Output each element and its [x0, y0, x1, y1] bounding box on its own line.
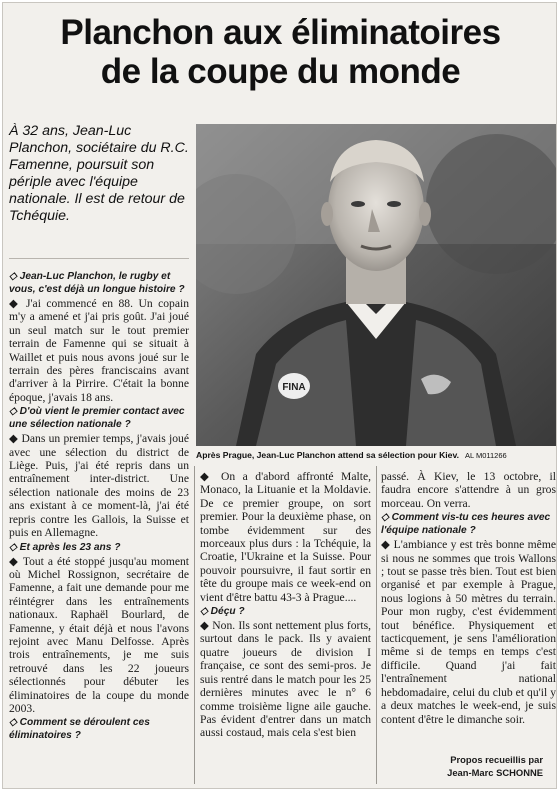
title-line-2: de la coupe du monde: [100, 52, 461, 91]
column-divider-2: [376, 466, 377, 784]
answer-6: ◆ L'ambiance y est très bonne même si nous ne sommes que trois Wallons ; tout se passe très bien. Tout est bien organisé et par exemple à Prague, nous logions à 50 mètres du terrain. Pour mon rugby, c'est évidemment tout bénéfice. Physiquement et tacticquement, je sens l'amélioration même si de temps en temps c'est difficile. Quand j'ai fait l'entraînement national hebdomadaire, celui du club et qu'il y a deux matches le week-end, je suis content d'être le dimanche soir.: [381, 538, 556, 726]
column-3: [381, 470, 556, 727]
answer-2: ◆ Dans un premier temps, j'avais joué avec une sélection du district de Liège. Puis, j'ai été repris dans un entraînement inter-district. Une sélection nationale des moins de 23 ans existant à ce moment-là, j'ai été repris contre les Gallois, la Suisse et puis en Allemagne.: [9, 432, 189, 540]
jersey-badge-text: FINA: [282, 382, 306, 393]
answer-5-continued: passé. À Kiev, le 13 octobre, il faudra encore s'attendre à un gros morceau. On verra.: [381, 470, 556, 510]
byline: [383, 754, 543, 779]
title-line-1: Planchon aux éliminatoires: [60, 13, 501, 52]
column-2: [200, 470, 371, 741]
answer-3: ◆ Tout a été stoppé jusqu'au moment où Michel Rossignon, secrétaire de Famenne, a fait une demande pour me réintégrer dans les entraînements nationaux. Raphaël Bourlard, de Famenne, y était déjà et nous l'avons rejoint avec Manu Delfosse. Après trois entraînements, je me suis retrouvé dans les 22 joueurs sélectionnés pour débuter les éliminatoires de la coupe du monde 2003.: [9, 554, 189, 715]
column-divider-1: [194, 466, 195, 784]
question-1: ◇ Jean-Luc Planchon, le rugby et vous, c'est déjà un longue histoire ?: [9, 271, 185, 295]
photo-caption: [196, 449, 556, 462]
player-photo: [196, 124, 556, 446]
intro-rule: [9, 258, 189, 259]
byline-label: Propos recueillis par: [450, 754, 543, 765]
answer-4: ◆ On a d'abord affronté Malte, Monaco, la Lituanie et la Moldavie. De ce premier groupe, on sort premier. Pour la deuxième phase, on tombe évidemment sur des morceaux plus durs : la Tchéquie, la Croatie, l'Ukraine et la Suisse. Pour pouvoir poursuivre, il faut sortir en tête du groupe mais ce week-end on vient d'être battu 43-3 à Prague....: [200, 470, 371, 604]
question-4: ◇ Comment se déroulent ces éliminatoires ?: [9, 717, 150, 742]
question-2: ◇ D'où vient le premier contact avec une sélection nationale ?: [9, 406, 185, 431]
caption-text: Après Prague, Jean-Luc Planchon attend sa sélection pour Kiev.: [196, 450, 459, 460]
question-3: ◇ Et après les 23 ans ?: [9, 541, 121, 553]
article-title: [3, 13, 558, 91]
newspaper-page: [2, 2, 557, 789]
question-6: ◇ Comment vis-tu ces heures avec l'équipe nationale ?: [381, 512, 551, 537]
photo-credit: AL M011266: [464, 451, 507, 460]
answer-5: ◆ Non. Ils sont nettement plus forts, surtout dans le pack. Ils y avaient quatre joueurs de division I française, ce sont des semi-pros. Je suis rentré dans le match pour les 25 dernières minutes avec le n° 6 comme troisième ligne aile gauche. Pas évident d'entrer dans un match aussi costaud, mais cela s'est bien: [200, 619, 371, 740]
article-intro: À 32 ans, Jean-Luc Planchon, sociétaire du R.C. Famenne, poursuit son périple avec l'équipe nationale. Il est de retour de Tchéquie.: [9, 123, 189, 224]
answer-1: ◆ J'ai commencé en 88. Un copain m'y a amené et j'ai pris goût. J'ai joué un seul match sur le tout premier terrain de Famenne qui se situait à Waillet et puis nous avons joué sur le terrain des pères franciscains avant d'arriver à la Pirrire. C'était la bonne époque, j'avais 18 ans.: [9, 297, 189, 404]
byline-author: Jean-Marc SCHONNE: [447, 766, 543, 778]
player-photo-image: [196, 124, 556, 446]
question-5: ◇ Déçu ?: [200, 606, 245, 618]
column-1: [9, 270, 189, 743]
